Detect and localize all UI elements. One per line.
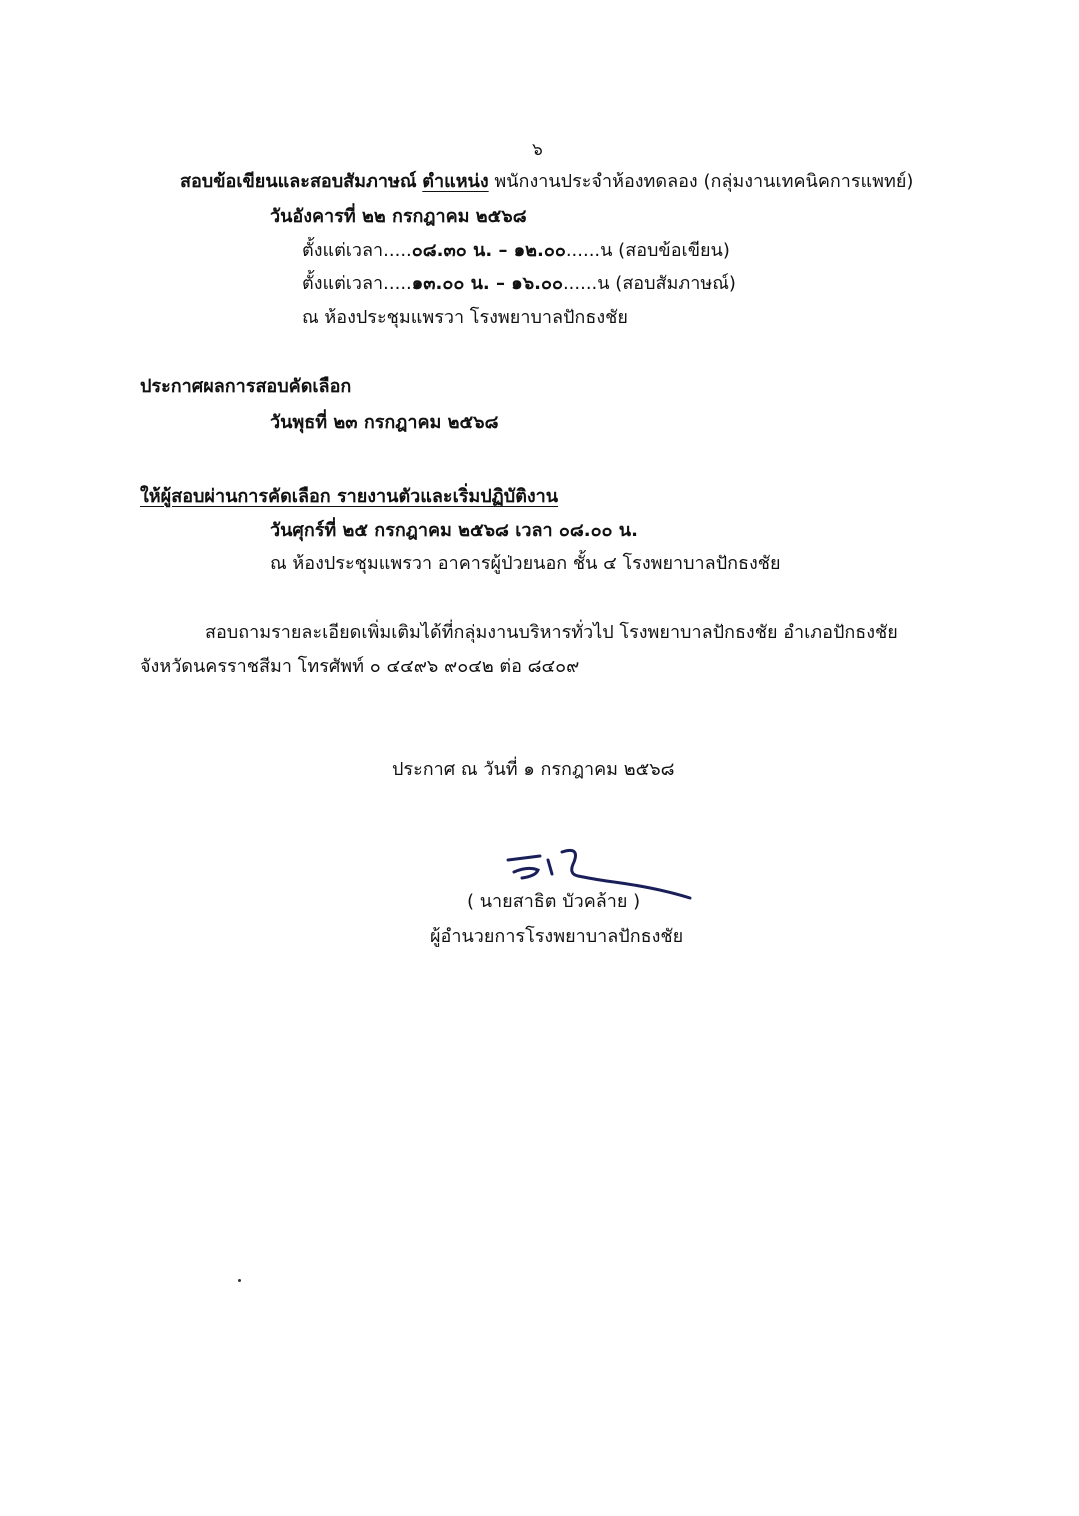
stray-dot-mark <box>238 1279 241 1282</box>
written-time-line <box>302 239 730 263</box>
report-date: วันศุกร์ที่ ๒๕ กรกฎาคม ๒๕๖๘ เวลา ๐๘.๐๐ น. <box>270 520 638 541</box>
interview-time-suffix: ......น (สอบสัมภาษณ์) <box>562 273 736 294</box>
interview-time-line <box>302 272 736 296</box>
interview-time-prefix: ตั้งแต่เวลา..... <box>302 273 412 294</box>
exam-heading: สอบข้อเขียนและสอบสัมภาษณ์ <box>180 171 417 192</box>
contact-line-1: สอบถามรายละเอียดเพิ่มเติมได้ที่กลุ่มงานบริหารทั่วไป โรงพยาบาลปักธงชัย อำเภอปักธงชัย <box>205 622 898 643</box>
signatory-name: ( นายสาธิต บัวคล้าย ) <box>467 891 641 912</box>
results-date: วันพุธที่ ๒๓ กรกฎาคม ๒๕๖๘ <box>270 412 499 433</box>
position-name: พนักงานประจำห้องทดลอง (กลุ่มงานเทคนิคการแพทย์) <box>494 171 914 192</box>
written-time: ๐๘.๓๐ น. – ๑๒.๐๐ <box>411 240 566 261</box>
written-time-suffix: ......น (สอบข้อเขียน) <box>565 240 730 261</box>
page-number: ๖ <box>532 140 543 160</box>
results-heading: ประกาศผลการสอบคัดเลือก <box>140 376 352 397</box>
interview-time: ๑๓.๐๐ น. – ๑๖.๐๐ <box>411 273 563 294</box>
exam-location: ณ ห้องประชุมแพรวา โรงพยาบาลปักธงชัย <box>302 307 628 328</box>
contact-line-2: จังหวัดนครราชสีมา โทรศัพท์ ๐ ๔๔๙๖ ๙๐๔๒ ต่อ ๘๔๐๙ <box>140 656 580 677</box>
report-location: ณ ห้องประชุมแพรวา อาคารผู้ป่วยนอก ชั้น ๔ โรงพยาบาลปักธงชัย <box>270 553 781 574</box>
report-heading: ให้ผู้สอบผ่านการคัดเลือก รายงานตัวและเริ่มปฏิบัติงาน <box>140 486 559 507</box>
exam-heading-line <box>180 170 913 194</box>
exam-date: วันอังคารที่ ๒๒ กรกฎาคม ๒๕๖๘ <box>270 206 527 227</box>
written-time-prefix: ตั้งแต่เวลา..... <box>302 240 412 261</box>
position-label: ตำแหน่ง <box>422 171 489 192</box>
announcement-date: ประกาศ ณ วันที่ ๑ กรกฎาคม ๒๕๖๘ <box>392 759 675 780</box>
signatory-title: ผู้อำนวยการโรงพยาบาลปักธงชัย <box>430 926 684 947</box>
